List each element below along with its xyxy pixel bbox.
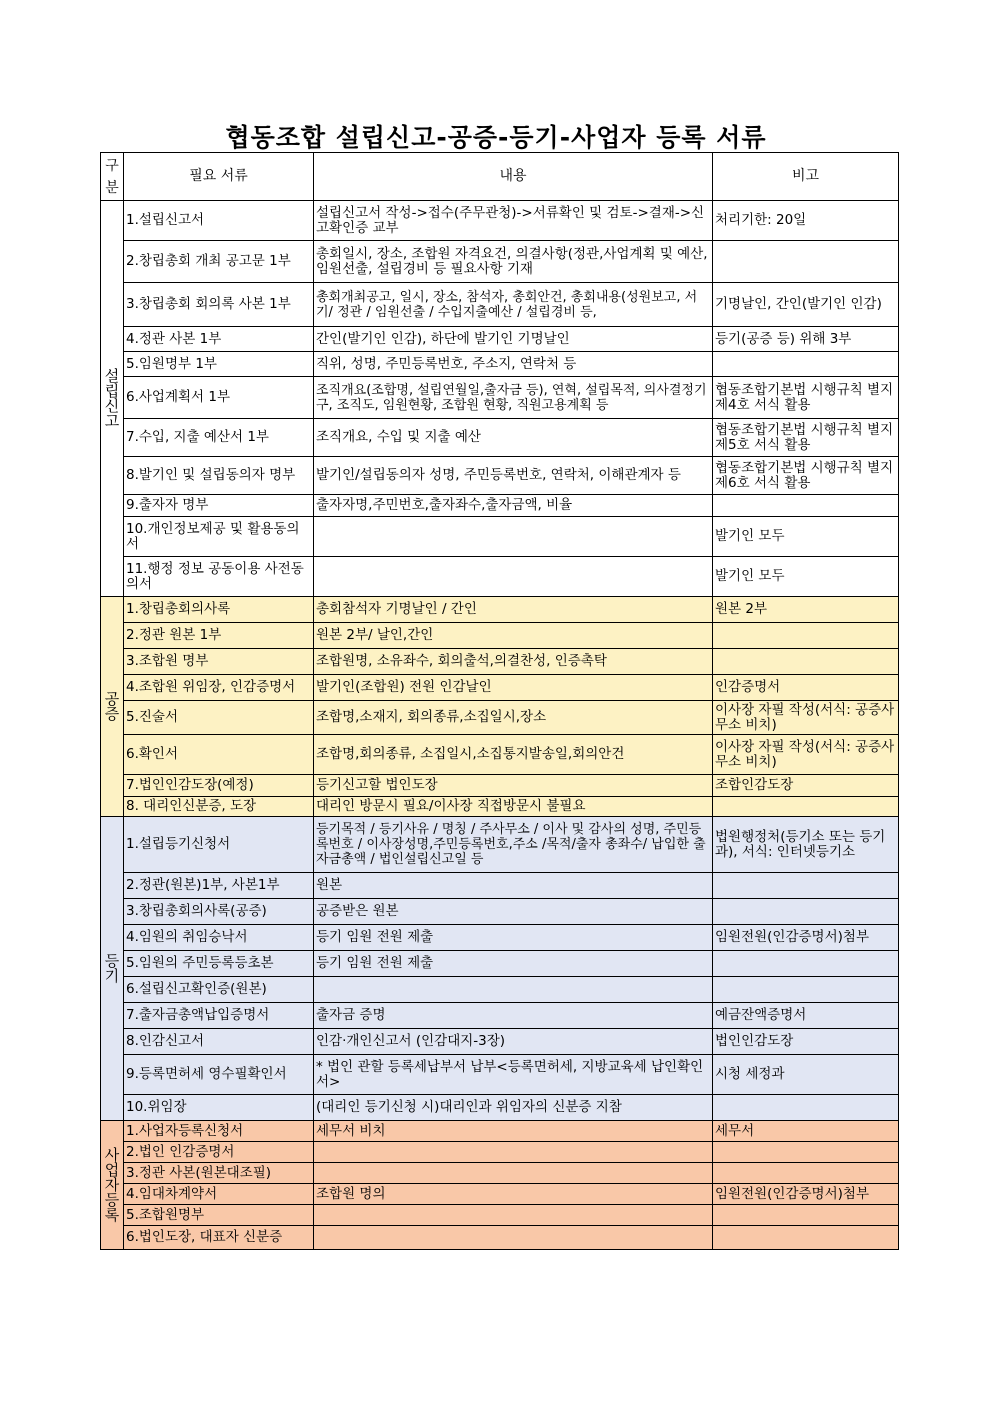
table-row	[101, 775, 899, 797]
cell-doc: 9.등록면허세 영수필확인서	[124, 1055, 314, 1095]
table-row	[101, 419, 899, 457]
table-row	[101, 1003, 899, 1029]
table-row	[101, 327, 899, 352]
section-label-char: 기	[104, 966, 120, 985]
cell-note: 이사장 자필 작성(서식: 공증사무소 비치)	[713, 735, 899, 775]
table-row	[101, 457, 899, 495]
cell-content: 인감·개인신고서 (인감대지-3장)	[314, 1029, 713, 1055]
cell-doc: 6.설립신고확인증(원본)	[124, 977, 314, 1003]
cell-note	[713, 1142, 899, 1163]
cell-doc: 7.법인인감도장(예정)	[124, 775, 314, 797]
cell-note: 이사장 자필 작성(서식: 공증사무소 비치)	[713, 701, 899, 735]
cell-content: 등기목적 / 등기사유 / 명칭 / 주사무소 / 이사 및 감사의 성명, 주민등록번호 / 이사장성명,주민등록번호,주소 /목적/출자 총좌수/ 납입한 출자금총액 / 법인설립신고일 등	[314, 817, 713, 873]
cell-content: * 법인 관할 등록세납부서 납부<등록면허세, 지방교육세 납인확인서>	[314, 1055, 713, 1095]
section-label-char: 설	[104, 366, 120, 385]
cell-doc: 10.위임장	[124, 1095, 314, 1121]
cell-note: 시청 세정과	[713, 1055, 899, 1095]
cell-note: 임원전원(인감증명서)첨부	[713, 925, 899, 951]
table-row	[101, 649, 899, 675]
cell-content: 대리인 방문시 필요/이사장 직접방문시 불필요	[314, 797, 713, 817]
header-content: 내용	[314, 153, 713, 201]
cell-content: 공증받은 원본	[314, 899, 713, 925]
cell-doc: 2.법인 인감증명서	[124, 1142, 314, 1163]
table-row	[101, 873, 899, 899]
table-row	[101, 1184, 899, 1205]
cell-doc: 4.정관 사본 1부	[124, 327, 314, 352]
cell-note	[713, 649, 899, 675]
cell-note: 법원행정처(등기소 또는 등기과), 서식: 인터넷등기소	[713, 817, 899, 873]
table-row	[101, 735, 899, 775]
table-row	[101, 377, 899, 419]
cell-doc: 3.정관 사본(원본대조필)	[124, 1163, 314, 1184]
cell-content: 조합명,소재지, 회의종류,소집일시,장소	[314, 701, 713, 735]
cell-doc: 9.출자자 명부	[124, 495, 314, 517]
table-row	[101, 1142, 899, 1163]
cell-doc: 1.사업자등록신청서	[124, 1121, 314, 1142]
cell-content: 등기 임원 전원 제출	[314, 951, 713, 977]
cell-doc: 4.임대차계약서	[124, 1184, 314, 1205]
cell-content: 간인(발기인 인감), 하단에 발기인 기명날인	[314, 327, 713, 352]
cell-note	[713, 1163, 899, 1184]
table-row	[101, 1029, 899, 1055]
cell-content: 설립신고서 작성->접수(주무관청)->서류확인 및 검토->결재->신고확인증 교부	[314, 201, 713, 241]
cell-content: 세무서 비치	[314, 1121, 713, 1142]
table-row	[101, 797, 899, 817]
cell-doc: 6.확인서	[124, 735, 314, 775]
cell-doc: 1.설립신고서	[124, 201, 314, 241]
table-row	[101, 925, 899, 951]
cell-doc: 10.개인정보제공 및 활용동의서	[124, 517, 314, 557]
cell-note	[713, 623, 899, 649]
table-row	[101, 352, 899, 377]
cell-note	[713, 873, 899, 899]
header-note: 비고	[713, 153, 899, 201]
cell-content: (대리인 등기신청 시)대리인과 위임자의 신분증 지참	[314, 1095, 713, 1121]
cell-doc: 3.창립총회 회의록 사본 1부	[124, 283, 314, 327]
cell-doc: 4.조합원 위임장, 인감증명서	[124, 675, 314, 701]
table-row	[101, 241, 899, 283]
section-label	[101, 597, 124, 817]
cell-doc: 5.조합원명부	[124, 1205, 314, 1226]
cell-doc: 2.정관 원본 1부	[124, 623, 314, 649]
cell-note: 원본 2부	[713, 597, 899, 623]
cell-content: 조합명,회의종류, 소집일시,소집통지발송일,회의안건	[314, 735, 713, 775]
section-label	[101, 1121, 124, 1250]
cell-note: 협동조합기본법 시행규칙 별지 제4호 서식 활용	[713, 377, 899, 419]
cell-content	[314, 557, 713, 597]
cell-note: 임원전원(인감증명서)첨부	[713, 1184, 899, 1205]
cell-content: 원본 2부/ 날인,간인	[314, 623, 713, 649]
cell-note: 법인인감도장	[713, 1029, 899, 1055]
cell-content: 등기신고할 법인도장	[314, 775, 713, 797]
cell-content: 조합원명, 소유좌수, 회의출석,의결찬성, 인증촉탁	[314, 649, 713, 675]
cell-content	[314, 1226, 713, 1250]
cell-note	[713, 1205, 899, 1226]
cell-doc: 6.법인도장, 대표자 신분증	[124, 1226, 314, 1250]
section-label-char: 등	[104, 951, 120, 970]
table-row	[101, 951, 899, 977]
table-row	[101, 977, 899, 1003]
cell-content: 직위, 성명, 주민등록번호, 주소지, 연락처 등	[314, 352, 713, 377]
cell-content: 발기인/설립동의자 성명, 주민등록번호, 연락처, 이해관계자 등	[314, 457, 713, 495]
cell-note	[713, 241, 899, 283]
cell-content: 출자자명,주민번호,출자좌수,출자금액, 비율	[314, 495, 713, 517]
section-label-char: 사	[104, 1145, 120, 1164]
cell-note: 인감증명서	[713, 675, 899, 701]
table-row	[101, 557, 899, 597]
cell-doc: 1.설립등기신청서	[124, 817, 314, 873]
table-row	[101, 1205, 899, 1226]
table-row	[101, 495, 899, 517]
cell-doc: 11.행정 정보 공동이용 사전동의서	[124, 557, 314, 597]
cell-note: 발기인 모두	[713, 557, 899, 597]
cell-content: 원본	[314, 873, 713, 899]
cell-content	[314, 1142, 713, 1163]
section-label-char: 고	[104, 411, 120, 430]
cell-note: 협동조합기본법 시행규칙 별지 제6호 서식 활용	[713, 457, 899, 495]
cell-note	[713, 1095, 899, 1121]
cell-note	[713, 1226, 899, 1250]
cell-note: 발기인 모두	[713, 517, 899, 557]
cell-doc: 2.정관(원본)1부, 사본1부	[124, 873, 314, 899]
cell-doc: 4.임원의 취임승낙서	[124, 925, 314, 951]
cell-content: 발기인(조합원) 전원 인감날인	[314, 675, 713, 701]
cell-note	[713, 797, 899, 817]
cell-doc: 2.창립총회 개최 공고문 1부	[124, 241, 314, 283]
cell-note	[713, 951, 899, 977]
cell-doc: 3.창립총회의사록(공증)	[124, 899, 314, 925]
table-row	[101, 817, 899, 873]
section-label-char: 증	[104, 704, 120, 723]
section-label-char: 자	[104, 1175, 120, 1194]
cell-note: 등기(공증 등) 위해 3부	[713, 327, 899, 352]
cell-content: 조직개요, 수입 및 지출 예산	[314, 419, 713, 457]
cell-content	[314, 1205, 713, 1226]
cell-note: 예금잔액증명서	[713, 1003, 899, 1029]
table-row	[101, 1055, 899, 1095]
section-label-char: 업	[104, 1160, 120, 1179]
cell-content: 총회참석자 기명날인 / 간인	[314, 597, 713, 623]
cell-doc: 5.임원의 주민등록등초본	[124, 951, 314, 977]
section-label	[101, 817, 124, 1121]
cell-note	[713, 352, 899, 377]
section-label-char: 립	[104, 381, 120, 400]
table-row	[101, 899, 899, 925]
table-row	[101, 701, 899, 735]
cell-content	[314, 1163, 713, 1184]
table-row	[101, 623, 899, 649]
document-title: 협동조합 설립신고-공증-등기-사업자 등록 서류	[225, 123, 767, 152]
cell-note: 세무서	[713, 1121, 899, 1142]
table-row	[101, 675, 899, 701]
cell-note: 협동조합기본법 시행규칙 별지 제5호 서식 활용	[713, 419, 899, 457]
cell-doc: 8.인감신고서	[124, 1029, 314, 1055]
table-row	[101, 201, 899, 241]
cell-doc: 7.수입, 지출 예산서 1부	[124, 419, 314, 457]
table-row	[101, 1121, 899, 1142]
cell-note	[713, 977, 899, 1003]
section-label-char: 신	[104, 396, 120, 415]
cell-doc: 8. 대리인신분증, 도장	[124, 797, 314, 817]
section-label	[101, 201, 124, 597]
table-row	[101, 597, 899, 623]
document-table	[100, 152, 899, 1250]
cell-doc: 6.사업계획서 1부	[124, 377, 314, 419]
table-row	[101, 1163, 899, 1184]
cell-content	[314, 517, 713, 557]
table-row	[101, 1095, 899, 1121]
cell-note: 조합인감도장	[713, 775, 899, 797]
cell-doc: 1.창립총회의사록	[124, 597, 314, 623]
cell-doc: 3.조합원 명부	[124, 649, 314, 675]
table-row	[101, 1226, 899, 1250]
header-section: 구분	[101, 153, 124, 201]
cell-content: 출자금 증명	[314, 1003, 713, 1029]
cell-doc: 8.발기인 및 설립동의자 명부	[124, 457, 314, 495]
cell-doc: 5.임원명부 1부	[124, 352, 314, 377]
cell-content: 등기 임원 전원 제출	[314, 925, 713, 951]
table-row	[101, 517, 899, 557]
cell-doc: 5.진술서	[124, 701, 314, 735]
cell-doc: 7.출자금총액납입증명서	[124, 1003, 314, 1029]
cell-content: 총회개최공고, 일시, 장소, 참석자, 총회안건, 총회내용(성원보고, 서기/ 정관 / 임원선출 / 수입지출예산 / 설립경비 등,	[314, 283, 713, 327]
section-label-char: 록	[104, 1205, 120, 1224]
cell-note	[713, 495, 899, 517]
cell-content: 조합원 명의	[314, 1184, 713, 1205]
table-row	[101, 283, 899, 327]
cell-content	[314, 977, 713, 1003]
cell-note	[713, 899, 899, 925]
header-docs: 필요 서류	[124, 153, 314, 201]
section-label-char: 등	[104, 1190, 120, 1209]
cell-note: 기명날인, 간인(발기인 인감)	[713, 283, 899, 327]
cell-content: 총회일시, 장소, 조합원 자격요건, 의결사항(정관,사업계획 및 예산, 임원선출, 설립경비 등 필요사항 기재	[314, 241, 713, 283]
cell-note: 처리기한: 20일	[713, 201, 899, 241]
section-label-char: 공	[104, 689, 120, 708]
cell-content: 조직개요(조합명, 설립연월일,출자금 등), 연혁, 설립목적, 의사결정기구, 조직도, 임원현황, 조합원 현황, 직원고용계획 등	[314, 377, 713, 419]
